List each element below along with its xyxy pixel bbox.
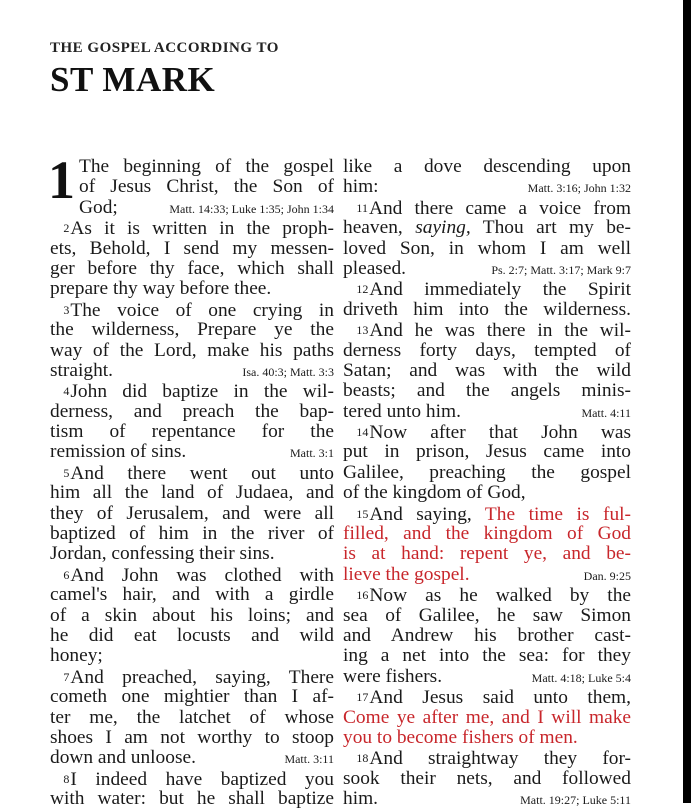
verse-start — [343, 585, 631, 605]
text-line: tism of repentance for the — [50, 421, 334, 443]
verse-text: And there came a voice from — [368, 197, 631, 219]
text-line: him all the land of Judaea, and — [50, 482, 334, 504]
verse-start — [50, 381, 334, 401]
verse-text: And saying, — [369, 503, 485, 525]
verse-start — [50, 667, 334, 687]
verse-number: 8 — [63, 771, 70, 786]
verse-text: pleased. — [343, 257, 406, 279]
verse-number: 11 — [356, 200, 368, 215]
text-line-with-reference — [50, 442, 334, 462]
verse-text: And he was there in the wil- — [369, 320, 631, 342]
verse-start — [343, 687, 631, 707]
verse-text: The voice of one crying in — [70, 299, 334, 321]
text-line-with-reference — [343, 565, 631, 585]
text-line: prepare thy way before thee. — [50, 278, 272, 300]
page-edge — [683, 0, 691, 803]
left-text-column — [48, 150, 334, 810]
text-line-with-reference — [50, 748, 334, 768]
red-letter-line: is at hand: repent ye, and be- — [343, 543, 631, 565]
text-line: way of the Lord, make his paths — [50, 339, 334, 361]
text-line-with-reference — [343, 402, 631, 422]
text-line: and Andrew his brother cast- — [343, 624, 631, 646]
verse-number: 6 — [63, 567, 70, 582]
cross-reference: Matt. 4:11 — [581, 405, 631, 420]
verse-number: 3 — [63, 302, 70, 317]
cross-reference: Matt. 4:18; Luke 5:4 — [531, 670, 631, 685]
verse-text: tered unto him. — [343, 400, 461, 422]
text-line: ing a net into the sea: for they — [343, 645, 631, 667]
chapter-number: 1 — [48, 150, 75, 210]
text-line: put in prison, Jesus came into — [343, 441, 631, 463]
verse-text: heaven, — [343, 217, 416, 239]
italic-word: saying, — [415, 217, 471, 239]
red-letter-text: The time is ful- — [484, 503, 631, 525]
text-line: beasts; and the angels minis- — [343, 380, 631, 402]
verse-number: 5 — [63, 465, 70, 480]
cross-reference: Ps. 2:7; Matt. 3:17; Mark 9:7 — [491, 262, 631, 277]
verse-text: him: — [343, 176, 379, 198]
verse-text: And immediately the Spirit — [369, 279, 631, 301]
verse-start — [343, 320, 631, 340]
text-line: of a skin about his loins; and — [50, 604, 334, 626]
verse-text: Now after that John was — [369, 422, 631, 444]
cross-reference: Matt. 3:16; John 1:32 — [527, 181, 631, 196]
verse-text: And John was clothed with — [70, 564, 334, 586]
book-subtitle: THE GOSPEL ACCORDING TO — [50, 40, 279, 56]
text-line: The beginning of the gospel — [79, 156, 334, 177]
cross-reference: Isa. 40:3; Matt. 3:3 — [242, 364, 334, 379]
right-text-column — [343, 157, 631, 810]
text-line: ets, Behold, I send my messen- — [50, 237, 334, 259]
text-line: of the kingdom of God, — [343, 482, 526, 504]
red-letter-line: filled, and the kingdom of God — [343, 523, 631, 545]
text-line-with-reference — [79, 198, 334, 218]
verse-text: And there went out unto — [70, 462, 334, 484]
cross-reference: Matt. 3:1 — [290, 446, 334, 461]
text-line — [343, 218, 631, 238]
cross-reference: Dan. 9:25 — [583, 568, 631, 583]
text-line: ger before thy face, which shall — [50, 257, 334, 279]
text-line: they of Jerusalem, and were all — [50, 502, 334, 524]
verse-number: 2 — [63, 221, 70, 236]
verse-text: As it is written in the proph- — [70, 218, 334, 240]
text-line: loved Son, in whom I am well — [343, 237, 631, 259]
text-line: baptized of him in the river of — [50, 523, 334, 545]
text-line-with-reference — [343, 789, 631, 809]
text-line: of Jesus Christ, the Son of — [79, 176, 334, 198]
text-line: the wilderness, Prepare ye the — [50, 319, 334, 341]
verse-start — [50, 565, 334, 585]
verse-start — [343, 422, 631, 442]
verse-number: 4 — [63, 384, 70, 399]
verse-text: And straightway they for- — [369, 748, 631, 770]
verse-number: 16 — [356, 588, 369, 603]
verse-start — [50, 463, 334, 483]
verse-start — [343, 504, 631, 524]
verse-text: lieve the gospel. — [343, 563, 470, 585]
verse-number: 18 — [356, 751, 369, 766]
verse-text: And Jesus said unto them, — [369, 687, 631, 709]
text-line: honey; — [50, 645, 103, 667]
red-letter-line: you to become fishers of men. — [343, 726, 578, 748]
verse-text: remission of sins. — [50, 441, 187, 463]
red-letter-line: Come ye after me, and I will make — [343, 706, 631, 728]
text-line: Jordan, confessing their sins. — [50, 543, 275, 565]
text-line: driveth him into the wilderness. — [343, 298, 631, 320]
text-line: like a dove descending upon — [343, 156, 631, 177]
verse-text: down and unloose. — [50, 747, 196, 769]
cross-reference: Matt. 19:27; Luke 5:11 — [520, 793, 631, 808]
text-line-with-reference — [343, 259, 631, 279]
verse-start — [50, 769, 334, 789]
text-line: Galilee, preaching the gospel — [343, 461, 631, 483]
text-line: derness forty days, tempted of — [343, 339, 631, 361]
text-line-with-reference — [50, 361, 334, 381]
verse-text: John did baptize in the wil- — [70, 381, 334, 403]
text-line: Satan; and was with the wild — [343, 359, 631, 381]
verse-number: 7 — [63, 669, 70, 684]
verse-text: him. — [343, 788, 379, 810]
verse-text: Now as he walked by the — [369, 585, 631, 607]
verse-text: Thou art my be- — [470, 217, 631, 239]
verse-text: And preached, saying, There — [70, 666, 334, 688]
verse-number: 15 — [356, 506, 369, 521]
text-line: he did eat locusts and wild — [50, 624, 334, 646]
verse-number: 13 — [356, 323, 369, 338]
verse-number: 12 — [356, 282, 369, 297]
text-line: sook their nets, and followed — [343, 767, 631, 789]
text-line: ter me, the latchet of whose — [50, 706, 334, 728]
text-line: shoes I am not worthy to stoop — [50, 726, 334, 748]
text-line: camel's hair, and with a girdle — [50, 584, 334, 606]
verse-start — [50, 300, 334, 320]
verse-start — [343, 748, 631, 768]
verse-text: God; — [79, 196, 118, 218]
cross-reference: Matt. 14:33; Luke 1:35; John 1:34 — [169, 201, 334, 216]
text-line: derness, and preach the bap- — [50, 400, 334, 422]
verse-start — [343, 279, 631, 299]
text-line: cometh one mightier than I af- — [50, 686, 334, 708]
verse-number: 17 — [356, 690, 369, 705]
text-line-with-reference — [343, 177, 631, 197]
verse-start — [50, 218, 334, 238]
cross-reference: Matt. 3:11 — [284, 752, 334, 767]
verse-start — [343, 198, 631, 218]
book-title: ST MARK — [50, 60, 216, 99]
text-line-with-reference — [343, 667, 631, 687]
verse-number: 14 — [356, 425, 369, 440]
verse-text: I indeed have baptized you — [70, 768, 334, 790]
text-line: with water: but he shall baptize — [50, 788, 334, 810]
verse-text: straight. — [50, 359, 114, 381]
verse-text: were fishers. — [343, 665, 443, 687]
text-line: sea of Galilee, he saw Simon — [343, 604, 631, 626]
